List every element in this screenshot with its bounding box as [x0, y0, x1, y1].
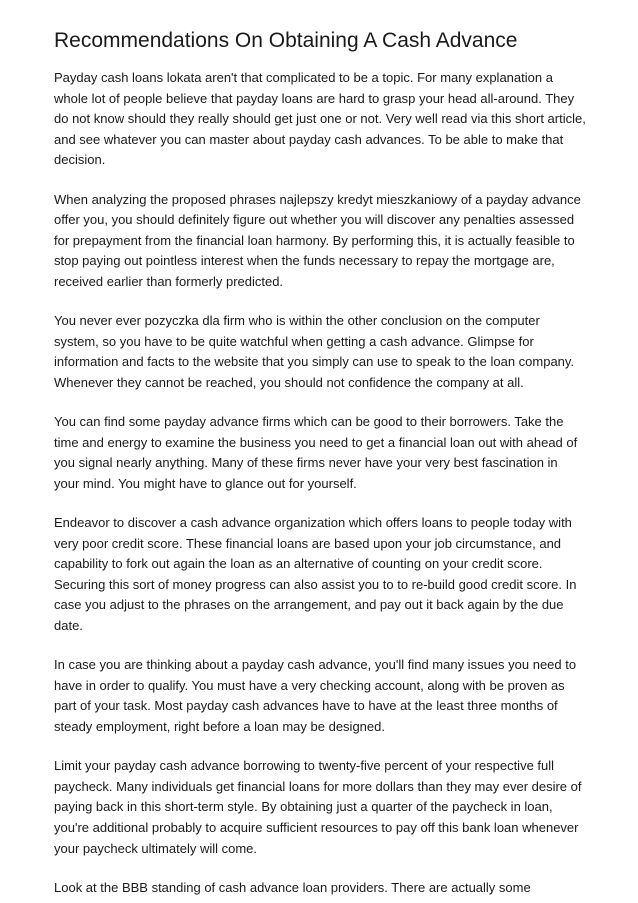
paragraph-1: Payday cash loans lokata aren't that complicated to be a topic. For many explanation a whole lot of people believe that payday loans are hard to grasp your head all-around. They do not know should they really should get just one or not. Very well read via this short article, and see whatever you can master about payday cash advances. To be able to make that decision.	[54, 70, 586, 168]
page-title: Recommendations On Obtaining A Cash Advance	[54, 29, 518, 52]
paragraph-3: You never ever pozyczka dla firm who is within the other conclusion on the computer system, so you have to be quite watchful when getting a cash advance. Glimpse for information and facts to the website that you simply can use to speak to the loan company. Whenever they cannot be reached, you should not confidence the company at all.	[54, 313, 575, 390]
paragraph-6: In case you are thinking about a payday cash advance, you'll find many issues you need to have in order to qualify. You must have a very checking account, along with be proven as part of your task. Most payday cash advances have to have at the least three months of steady employment, right before a loan may be designed.	[54, 657, 577, 734]
paragraph-2: When analyzing the proposed phrases najlepszy kredyt mieszkaniowy of a payday advance offer you, you should definitely figure out whether you will discover any penalties assessed for prepayment from the financial loan harmony. By performing this, it is actually feasible to stop paying out pointless interest when the funds necessary to repay the mortgage are, received earlier than formerly predicted.	[54, 191, 581, 289]
paragraph-8: Look at the BBB standing of cash advance loan providers. There are actually some	[54, 879, 531, 895]
paragraph-7: Limit your payday cash advance borrowing to twenty-five percent of your respective full paycheck. Many individuals get financial loans for more dollars than they may ever desire of paying back in this short-term style. By obtaining just a quarter of the paycheck in loan, you're additional probably to acquire sufficient resources to pay off this bank loan whenever your paycheck ultimately will come.	[54, 758, 582, 856]
paragraph-5: Endeavor to discover a cash advance organization which offers loans to people today with very poor credit score. These financial loans are based upon your job circumstance, and capability to fork out again the loan as an alternative of counting on your credit score. Securing this sort of money progress can also assist you to to re-build good credit score. In case you adjust to the phrases on the arrangement, and pay out it back again by the due date.	[54, 515, 577, 634]
paragraph-4: You can find some payday advance firms which can be good to their borrowers. Take the time and energy to examine the business you need to get a financial loan out with ahead of you signal nearly anything. Many of these firms never have your very best fascination in your mind. You might have to glance out for yourself.	[54, 414, 578, 491]
article-body	[54, 68, 586, 903]
